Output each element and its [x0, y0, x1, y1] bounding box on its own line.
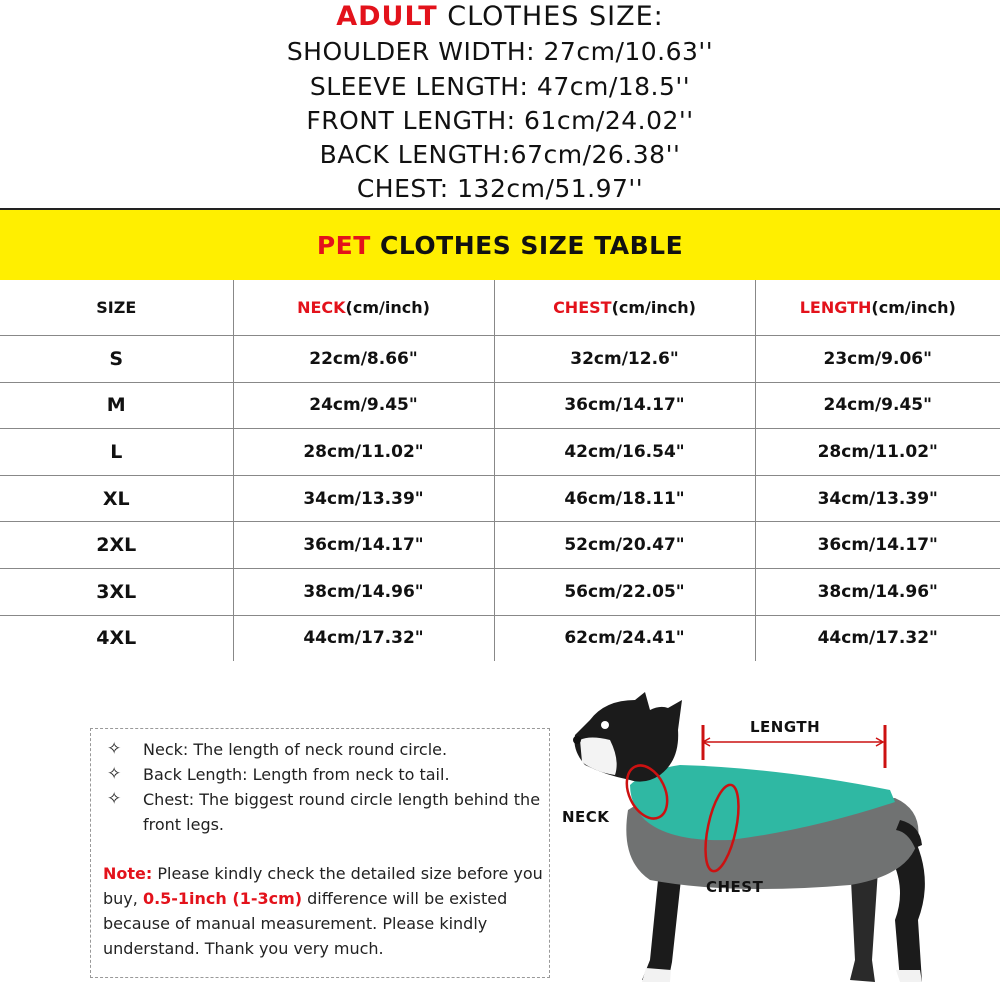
- adult-front-length: FRONT LENGTH: 61cm/24.02'': [306, 106, 694, 135]
- adult-title-highlight: ADULT: [336, 1, 438, 32]
- note-text-1: Please kindly check the detailed size before you buy,: [103, 864, 543, 908]
- note-label: Note:: [103, 864, 153, 883]
- list-item: [103, 762, 543, 787]
- header-neck-highlight: NECK: [297, 298, 346, 317]
- table-row: [0, 475, 1000, 522]
- note-paragraph: [103, 861, 543, 961]
- chest-cell: 62cm/24.41": [494, 615, 755, 661]
- neck-cell: 44cm/17.32": [233, 615, 494, 661]
- neck-cell: 24cm/9.45": [233, 382, 494, 429]
- neck-cell: 28cm/11.02": [233, 429, 494, 476]
- length-cell: 44cm/17.32": [755, 615, 1000, 661]
- adult-shoulder-width: SHOULDER WIDTH: 27cm/10.63'': [286, 37, 714, 66]
- length-cell: 34cm/13.39": [755, 475, 1000, 522]
- neck-cell: 34cm/13.39": [233, 475, 494, 522]
- chest-cell: 36cm/14.17": [494, 382, 755, 429]
- header-chest: [494, 280, 755, 336]
- notes-bullet-list: [103, 737, 543, 837]
- table-row: [0, 429, 1000, 476]
- dog-head: [574, 692, 682, 782]
- note-tolerance: 0.5-1inch (1-3cm): [142, 889, 303, 908]
- adult-chest: CHEST: 132cm/51.97'': [356, 174, 644, 203]
- table-row: [0, 382, 1000, 429]
- pet-size-table: [0, 280, 1000, 661]
- size-cell: L: [0, 429, 233, 476]
- chest-label: CHEST: [706, 878, 764, 896]
- list-item: [103, 737, 543, 762]
- header-neck-unit: (cm/inch): [345, 298, 430, 317]
- chest-cell: 42cm/16.54": [494, 429, 755, 476]
- header-length-unit: (cm/inch): [871, 298, 956, 317]
- adult-size-title: [0, 0, 1000, 34]
- sparkle-bullet-icon: ✧: [107, 789, 122, 809]
- chest-cell: 56cm/22.05": [494, 568, 755, 615]
- banner-highlight: PET: [316, 231, 371, 260]
- sparkle-bullet-icon: ✧: [107, 739, 122, 759]
- neck-cell: 38cm/14.96": [233, 568, 494, 615]
- table-header-row: [0, 280, 1000, 336]
- bullet-text-back-length: Back Length: Length from neck to tail.: [143, 765, 450, 784]
- sparkle-bullet-icon: ✧: [107, 764, 122, 784]
- size-cell: 4XL: [96, 627, 137, 650]
- neck-label: NECK: [562, 808, 610, 826]
- bullet-text-neck: Neck: The length of neck round circle.: [143, 740, 448, 759]
- list-item: [103, 787, 543, 837]
- note-text-2: difference will be existed because of manual measurement. Please kindly understand. Thank you very much.: [103, 889, 508, 958]
- length-cell: 24cm/9.45": [755, 382, 1000, 429]
- length-cell: 36cm/14.17": [755, 522, 1000, 569]
- header-neck: [233, 280, 494, 336]
- size-cell: XL: [0, 475, 233, 522]
- header-length-highlight: LENGTH: [799, 298, 872, 317]
- dog-measurement-figure: [550, 680, 1000, 1000]
- header-size: SIZE: [0, 280, 233, 336]
- bullet-text-chest: Chest: The biggest round circle length behind the front legs.: [143, 790, 541, 834]
- length-label: LENGTH: [750, 718, 821, 736]
- chest-cell: 52cm/20.47": [494, 522, 755, 569]
- size-cell: S: [0, 336, 233, 383]
- length-cell: 38cm/14.96": [755, 568, 1000, 615]
- measurement-notes-box: [90, 728, 550, 978]
- banner-rest: CLOTHES SIZE TABLE: [370, 231, 684, 260]
- header-length: [755, 280, 1000, 336]
- size-cell: M: [0, 382, 233, 429]
- neck-cell: 36cm/14.17": [233, 522, 494, 569]
- table-row: [0, 336, 1000, 383]
- neck-cell: 22cm/8.66": [233, 336, 494, 383]
- size-cell: 3XL: [0, 568, 233, 615]
- length-cell: 23cm/9.06": [755, 336, 1000, 383]
- adult-back-length: BACK LENGTH:67cm/26.38'': [319, 140, 681, 169]
- adult-title-rest: CLOTHES SIZE:: [437, 1, 664, 32]
- header-chest-unit: (cm/inch): [611, 298, 696, 317]
- pet-size-table-banner: [0, 208, 1000, 280]
- length-cell: 28cm/11.02": [755, 429, 1000, 476]
- size-cell: 2XL: [0, 522, 233, 569]
- chest-cell: 32cm/12.6": [494, 336, 755, 383]
- chest-cell: 46cm/18.11": [494, 475, 755, 522]
- table-row: [0, 568, 1000, 615]
- adult-sleeve-length: SLEEVE LENGTH: 47cm/18.5'': [309, 72, 691, 101]
- header-chest-highlight: CHEST: [553, 298, 612, 317]
- table-row: [0, 522, 1000, 569]
- table-row: [0, 615, 1000, 661]
